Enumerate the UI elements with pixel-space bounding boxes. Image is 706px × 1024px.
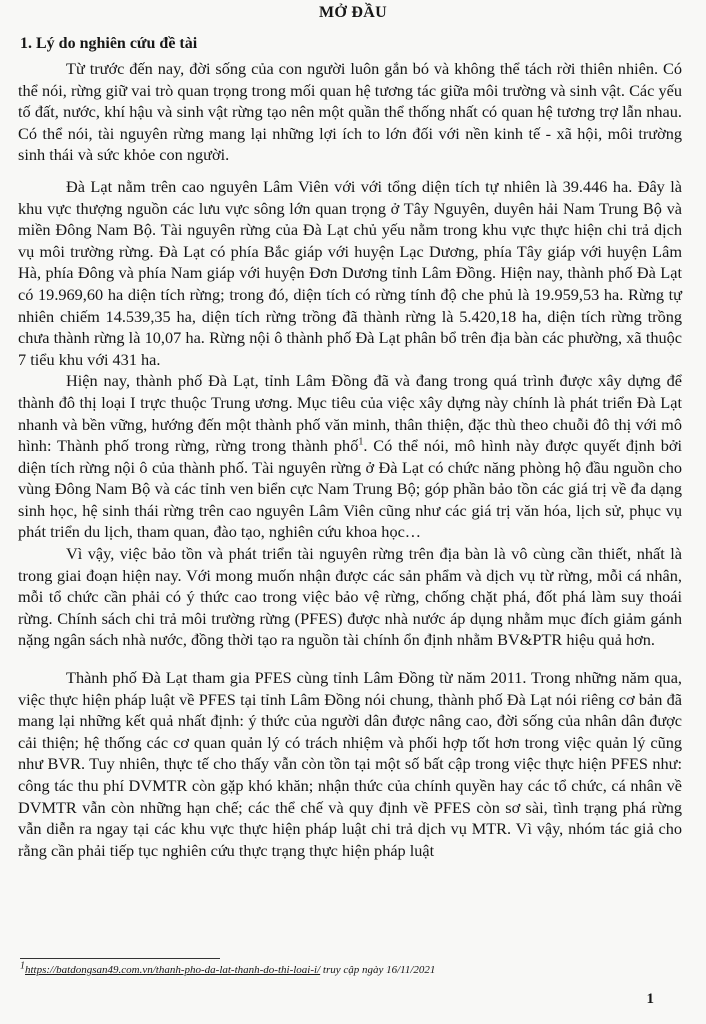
paragraph-text: Hiện nay, thành phố Đà Lạt, tỉnh Lâm Đồng đã và đang trong quá trình được xây dựng để thành đô thị loại I trực thuộc Trung ương. Mục tiêu của việc xây dựng này chính là phát triển Đà Lạt nhanh và bền vững, hướng đến một thành phố văn minh, thân thiện, đặc thù theo chuỗi đô thị với mô hình: Thành phố trong rừng, rừng trong thành phố: [18, 371, 682, 456]
paragraph-text: Có thể nói, mô hình này được quyết định bởi diện tích rừng nội ô của thành phố. Tài nguyên rừng ở Đà Lạt có chức năng phòng hộ đầu nguồn cho vùng Đông Nam Bộ và các tỉnh ven biển cực Nam Trung Bộ; góp phần bảo tồn các giá trị về đa dạng sinh học, hệ sinh thái rừng trên cao nguyên Lâm Viên cũng như các giá trị văn hóa, lịch sử, phục vụ phát triển du lịch, tham quan, đào tạo, nghiên cứu khoa học…: [18, 436, 682, 542]
section-heading: 1. Lý do nghiên cứu đề tài: [20, 35, 198, 52]
footnote-link[interactable]: https://batdongsan49.com.vn/thanh-pho-da-lat-thanh-do-thi-loai-i/: [25, 964, 321, 976]
document-body: [18, 58, 682, 861]
page-number: 1: [646, 991, 654, 1007]
paragraph: Hiện nay, thành phố Đà Lạt, tỉnh Lâm Đồng đã và đang trong quá trình được xây dựng để thành đô thị loại I trực thuộc Trung ương. Mục tiêu của việc xây dựng này chính là phát triển Đà Lạt nhanh và bền vững, hướng đến một thành phố văn minh, thân thiện, đặc thù theo chuỗi đô thị với mô hình: Thành phố trong rừng, rừng trong thành phố$^1$. Có thể nói, mô hình này được quyết định bởi diện tích rừng nội ô của thành phố. Tài nguyên rừng ở Đà Lạt có chức năng phòng hộ đầu nguồn cho vùng Đông Nam Bộ và các tỉnh ven biển cực Nam Trung Bộ; góp phần bảo tồn các giá trị về đa dạng sinh học, hệ sinh thái rừng trên cao nguyên Lâm Viên cũng như các giá trị văn hóa, lịch sử, phục vụ phát triển du lịch, tham quan, đào tạo, nghiên cứu khoa học…: [18, 371, 682, 542]
paragraph: Thành phố Đà Lạt tham gia PFES cùng tỉnh Lâm Đồng từ năm 2011. Trong những năm qua, việc thực hiện pháp luật về PFES tại tỉnh Lâm Đồng nói chung, thành phố Đà Lạt nói riêng cơ bản đã mang lại những kết quả nhất định: ý thức của người dân được nâng cao, đời sống của nhân dân được cải thiện; hệ thống các cơ quan quản lý có trách nhiệm và phối hợp tốt hơn trong việc quản lý cũng như BVR. Tuy nhiên, thực tế cho thấy vẫn còn tồn tại một số bất cập trong việc thực hiện PFES như: công tác thu phí DVMTR còn gặp khó khăn; nhận thức của chính quyền hay các tổ chức, cá nhân về DVMTR vẫn còn những hạn chế; các thể chế và quy định về PFES còn sơ sài, tình trạng phá rừng vẫn diễn ra ngay tại các khu vực thực hiện pháp luật chi trả dịch vụ MTR. Vì vậy, nhóm tác giả cho rằng cần phải tiếp tục nghiên cứu thực trạng thực hiện pháp luật: [18, 668, 682, 860]
footnote-access-date: truy cập ngày 16/11/2021: [320, 964, 436, 976]
paragraph: Đà Lạt nằm trên cao nguyên Lâm Viên với với tổng diện tích tự nhiên là 39.446 ha. Đây là khu vực thượng nguồn các lưu vực sông lớn quan trọng ở Tây Nguyên, duyên hải Nam Trung Bộ và miền Đông Nam Bộ. Tài nguyên rừng của Đà Lạt chủ yếu nằm trong khu vực thực hiện chi trả dịch vụ môi trường rừng. Đà Lạt có phía Bắc giáp với huyện Lạc Dương, phía Tây giáp với huyện Lâm Hà, phía Đông và phía Nam giáp với huyện Đơn Dương tỉnh Lâm Đồng. Hiện nay, thành phố Đà Lạt có 19.969,60 ha diện tích rừng; trong đó, diện tích có rừng tính độ che phủ là 19.959,53 ha. Rừng tự nhiên chiếm 14.539,35 ha, diện tích rừng trồng đã thành rừng là 5.420,18 ha, diện tích rừng trồng chưa thành rừng là 10,07 ha. Rừng nội ô thành phố Đà Lạt phân bổ trên địa bàn các phường, xã thuộc 7 tiểu khu với 431 ha.: [18, 176, 682, 369]
paragraph: Vì vậy, việc bảo tồn và phát triển tài nguyên rừng trên địa bàn là vô cùng cần thiết, nhất là trong giai đoạn hiện nay. Với mong muốn nhận được các sản phẩm và dịch vụ từ rừng, mỗi cá nhân, mỗi tổ chức cần phải có ý thức cao trong việc bảo vệ rừng, chống chặt phá, đốt phá làm suy thoái rừng. Chính sách chi trả môi trường rừng (PFES) được nhà nước áp dụng nhằm mục đích giảm gánh nặng ngân sách nhà nước, đồng thời tạo ra nguồn tài chính ổn định nhằm BV&PTR hiệu quả hơn.: [18, 544, 682, 650]
footnote-reference[interactable]: 1: [358, 436, 364, 448]
document-title: MỞ ĐẦU: [318, 4, 387, 21]
footnote-marker: 1: [20, 960, 25, 972]
footnote: [20, 960, 436, 976]
footnote-divider: [20, 958, 220, 959]
paragraph: Từ trước đến nay, đời sống của con người luôn gắn bó và không thể tách rời thiên nhiên. Có thể nói, rừng giữ vai trò quan trọng trong mối quan hệ tương tác giữa môi trường và sinh vật. Các yếu tố đất, nước, khí hậu và sinh vật rừng tạo nên một quần thể thống nhất có quan hệ tương trợ lẫn nhau. Có thể nói, tài nguyên rừng mang lại những lợi ích to lớn đối với nền kinh tế - xã hội, môi trường sinh thái và sức khỏe con người.: [18, 59, 682, 165]
